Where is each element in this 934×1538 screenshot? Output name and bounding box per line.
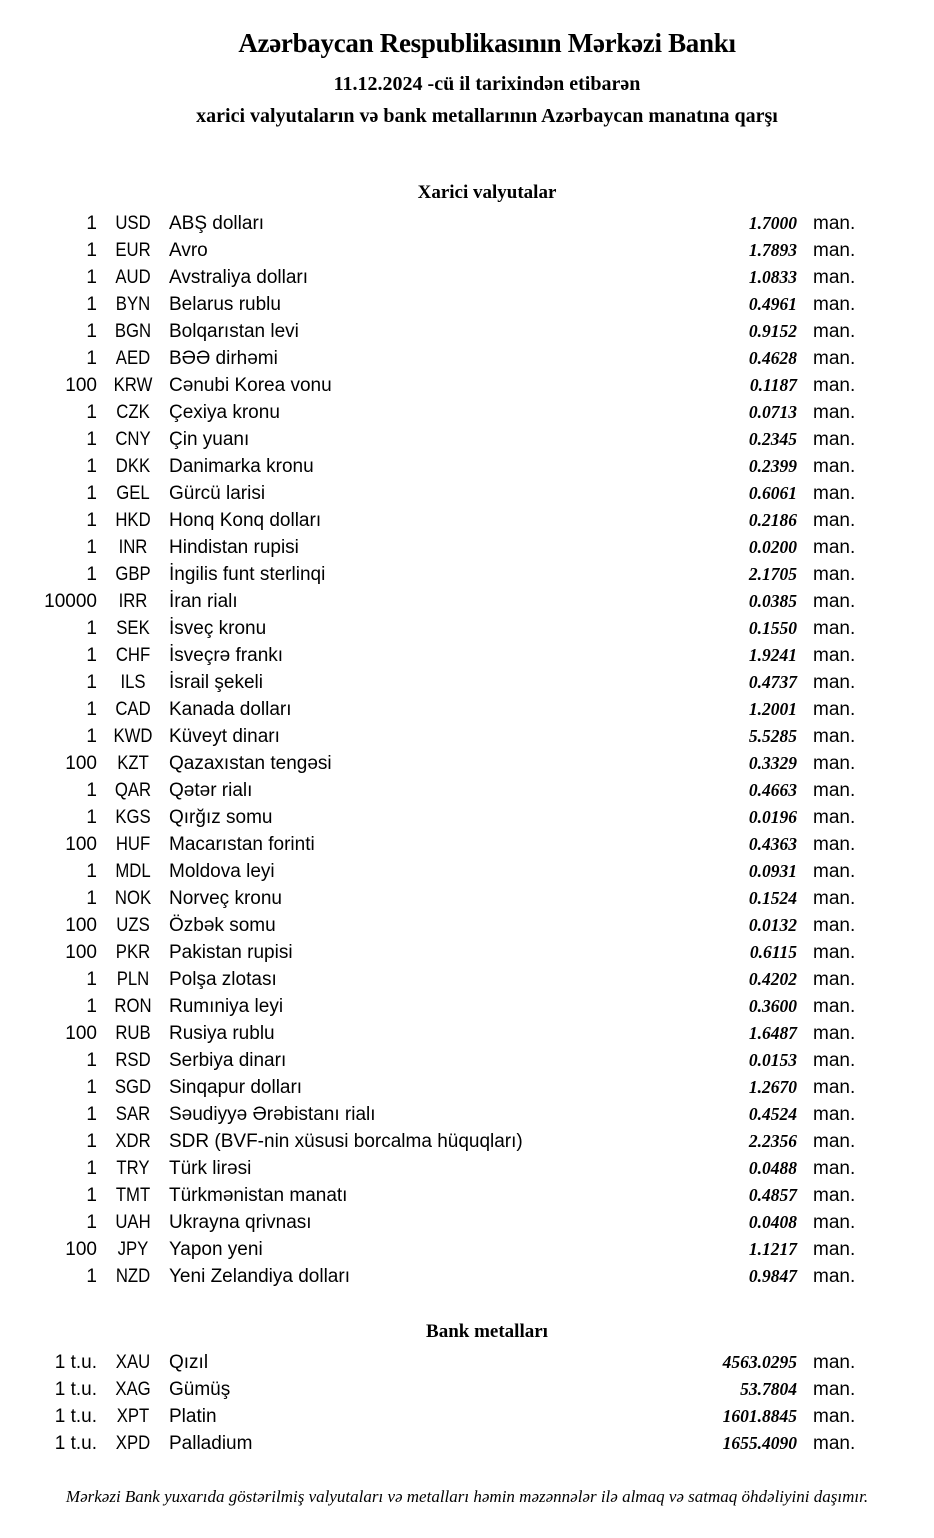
- row-rate-value: 2.2356: [748, 1130, 797, 1151]
- row-rate-value: 1.7000: [748, 212, 797, 233]
- row-currency-code: RUB: [115, 1022, 151, 1044]
- row-currency-code: GBP: [115, 563, 151, 585]
- rate-row: [0, 1349, 934, 1376]
- row-rate-value: 0.9847: [748, 1265, 797, 1286]
- row-quantity: 1: [86, 725, 97, 747]
- row-currency-code: HUF: [115, 833, 151, 855]
- row-currency-code: CNY: [115, 428, 151, 450]
- row-quantity: 1: [86, 1076, 97, 1098]
- currencies-section-title: Xarici valyutalar: [417, 182, 557, 203]
- row-unit-label: man.: [813, 1130, 856, 1152]
- row-rate-value: 1.6487: [748, 1022, 797, 1043]
- rate-row: [0, 669, 934, 696]
- row-unit-label: man.: [813, 320, 856, 342]
- row-rate-value: 0.4961: [748, 293, 797, 314]
- rate-row: [0, 1236, 934, 1263]
- row-rate-value: 4563.0295: [722, 1351, 797, 1372]
- row-unit-label: man.: [813, 1103, 856, 1125]
- row-unit-label: man.: [813, 482, 856, 504]
- rate-row: [0, 1020, 934, 1047]
- bulletin-footer: [0, 1487, 934, 1507]
- row-currency-code: JPY: [117, 1238, 149, 1260]
- row-unit-label: man.: [813, 644, 856, 666]
- row-quantity: 1: [86, 1103, 97, 1125]
- row-unit-label: man.: [813, 1378, 856, 1400]
- rate-row: [0, 318, 934, 345]
- rate-row: [0, 1155, 934, 1182]
- bulletin-header: [0, 30, 934, 127]
- row-quantity: 100: [65, 941, 97, 963]
- row-currency-name: İsveç kronu: [169, 617, 267, 639]
- row-quantity: 100: [65, 752, 97, 774]
- row-currency-name: Çin yuanı: [169, 428, 250, 450]
- row-unit-label: man.: [813, 725, 856, 747]
- row-rate-value: 0.4524: [748, 1103, 797, 1124]
- row-rate-value: 0.4628: [748, 347, 797, 368]
- row-rate-value: 0.1187: [749, 374, 797, 395]
- row-currency-code: SGD: [114, 1076, 152, 1098]
- row-rate-value: 5.5285: [748, 725, 797, 746]
- row-unit-label: man.: [813, 1022, 856, 1044]
- row-quantity: 1: [86, 482, 97, 504]
- rate-row: [0, 426, 934, 453]
- row-rate-value: 0.4202: [748, 968, 797, 989]
- row-rate-value: 0.2186: [748, 509, 797, 530]
- row-currency-name: Avstraliya dolları: [169, 266, 309, 288]
- row-currency-name: Gürcü larisi: [169, 482, 266, 504]
- rate-row: [0, 507, 934, 534]
- row-unit-label: man.: [813, 347, 856, 369]
- row-currency-name: Türk lirəsi: [169, 1157, 252, 1179]
- rate-row: [0, 912, 934, 939]
- row-rate-value: 0.0196: [748, 806, 797, 827]
- row-currency-code: UAH: [115, 1211, 151, 1233]
- row-quantity: 1: [86, 266, 97, 288]
- rate-row: [0, 264, 934, 291]
- row-quantity: 1: [86, 428, 97, 450]
- row-quantity: 1 t.u.: [54, 1405, 97, 1427]
- row-unit-label: man.: [813, 266, 856, 288]
- rate-row: [0, 1047, 934, 1074]
- row-unit-label: man.: [813, 671, 856, 693]
- row-currency-name: Polşa zlotası: [169, 968, 277, 990]
- row-currency-name: İran rialı: [169, 590, 238, 612]
- rate-row: [0, 534, 934, 561]
- row-currency-name: Cənubi Korea vonu: [169, 374, 332, 396]
- row-quantity: 1: [86, 320, 97, 342]
- row-unit-label: man.: [813, 1184, 856, 1206]
- row-rate-value: 0.0132: [748, 914, 797, 935]
- row-quantity: 1: [86, 1211, 97, 1233]
- row-quantity: 1: [86, 509, 97, 531]
- row-quantity: 1: [86, 617, 97, 639]
- rate-row: [0, 1128, 934, 1155]
- row-currency-name: Özbək somu: [169, 914, 276, 936]
- row-unit-label: man.: [813, 698, 856, 720]
- row-unit-label: man.: [813, 752, 856, 774]
- row-currency-code: XAU: [115, 1351, 151, 1373]
- rate-row: [0, 723, 934, 750]
- row-unit-label: man.: [813, 1076, 856, 1098]
- row-rate-value: 0.4857: [748, 1184, 797, 1205]
- row-rate-value: 2.1705: [748, 563, 797, 584]
- row-currency-name: Yeni Zelandiya dolları: [169, 1265, 350, 1287]
- row-quantity: 1: [86, 1157, 97, 1179]
- rate-row: [0, 804, 934, 831]
- row-rate-value: 0.9152: [748, 320, 797, 341]
- rate-row: [0, 993, 934, 1020]
- row-currency-name: Çexiya kronu: [169, 401, 280, 423]
- rate-row: [0, 561, 934, 588]
- row-rate-value: 1.9241: [748, 644, 797, 665]
- rate-row: [0, 399, 934, 426]
- row-currency-name: Sinqapur dolları: [169, 1076, 303, 1098]
- row-rate-value: 1.0833: [748, 266, 797, 287]
- foreign-currencies-section: [0, 183, 934, 1290]
- row-currency-code: BYN: [115, 293, 151, 315]
- row-rate-value: 1.1217: [748, 1238, 797, 1259]
- row-unit-label: man.: [813, 401, 856, 423]
- row-unit-label: man.: [813, 941, 856, 963]
- row-unit-label: man.: [813, 779, 856, 801]
- row-currency-code: SAR: [115, 1103, 151, 1125]
- row-unit-label: man.: [813, 1432, 856, 1454]
- row-quantity: 1: [86, 1130, 97, 1152]
- row-unit-label: man.: [813, 617, 856, 639]
- row-quantity: 1: [86, 563, 97, 585]
- row-unit-label: man.: [813, 1238, 856, 1260]
- row-quantity: 100: [65, 374, 97, 396]
- currencies-table: [0, 210, 934, 1290]
- row-currency-name: İngilis funt sterlinqi: [169, 563, 326, 585]
- row-currency-name: Palladium: [169, 1432, 253, 1454]
- row-unit-label: man.: [813, 860, 856, 882]
- row-currency-code: XPD: [115, 1432, 151, 1454]
- row-currency-name: Ukrayna qrivnası: [169, 1211, 312, 1233]
- row-currency-code: SEK: [116, 617, 150, 639]
- row-currency-name: Danimarka kronu: [169, 455, 314, 477]
- row-rate-value: 0.0408: [748, 1211, 797, 1232]
- row-currency-name: Küveyt dinarı: [169, 725, 280, 747]
- rate-row: [0, 696, 934, 723]
- row-quantity: 1: [86, 995, 97, 1017]
- row-currency-name: Yapon yeni: [169, 1238, 263, 1260]
- row-currency-name: Gümüş: [169, 1378, 231, 1400]
- effective-date: 11.12.2024 -cü il tarixindən etibarən: [333, 73, 641, 95]
- row-currency-name: Qazaxıstan tengəsi: [169, 752, 332, 774]
- row-quantity: 1: [86, 212, 97, 234]
- row-rate-value: 0.4663: [748, 779, 797, 800]
- row-quantity: 100: [65, 833, 97, 855]
- rate-row: [0, 642, 934, 669]
- row-currency-code: QAR: [114, 779, 152, 801]
- row-currency-code: RON: [114, 995, 152, 1017]
- row-unit-label: man.: [813, 887, 856, 909]
- rate-row: [0, 345, 934, 372]
- row-currency-code: PLN: [116, 968, 150, 990]
- row-currency-name: Norveç kronu: [169, 887, 282, 909]
- row-currency-code: KGS: [115, 806, 151, 828]
- row-quantity: 1: [86, 644, 97, 666]
- row-rate-value: 1.2670: [748, 1076, 797, 1097]
- rate-row: [0, 1101, 934, 1128]
- row-rate-value: 0.1550: [748, 617, 797, 638]
- rate-row: [0, 453, 934, 480]
- page-subtitle: xarici valyutaların və bank metallarının Azərbaycan manatına qarşı: [196, 105, 778, 127]
- row-unit-label: man.: [813, 1405, 856, 1427]
- row-currency-name: SDR (BVF-nin xüsusi borcalma hüquqları): [169, 1130, 523, 1152]
- row-quantity: 1 t.u.: [54, 1432, 97, 1454]
- row-quantity: 1: [86, 401, 97, 423]
- row-rate-value: 1655.4090: [722, 1432, 797, 1453]
- row-currency-name: İsveçrə frankı: [169, 644, 284, 666]
- row-unit-label: man.: [813, 995, 856, 1017]
- row-rate-value: 0.0153: [748, 1049, 797, 1070]
- row-unit-label: man.: [813, 806, 856, 828]
- row-currency-code: XDR: [115, 1130, 151, 1152]
- rate-row: [0, 885, 934, 912]
- row-rate-value: 1.7893: [748, 239, 797, 260]
- rate-row: [0, 1430, 934, 1457]
- row-unit-label: man.: [813, 968, 856, 990]
- row-quantity: 100: [65, 914, 97, 936]
- metals-table: [0, 1349, 934, 1457]
- rate-row: [0, 966, 934, 993]
- row-quantity: 10000: [44, 590, 97, 612]
- row-rate-value: 0.0200: [748, 536, 797, 557]
- rate-row: [0, 831, 934, 858]
- row-quantity: 1: [86, 1049, 97, 1071]
- row-unit-label: man.: [813, 1351, 856, 1373]
- row-rate-value: 1601.8845: [722, 1405, 797, 1426]
- row-quantity: 1: [86, 1184, 97, 1206]
- rate-row: [0, 939, 934, 966]
- row-rate-value: 0.0713: [748, 401, 797, 422]
- row-currency-name: İsrail şekeli: [169, 671, 263, 693]
- row-currency-name: Qırğız somu: [169, 806, 273, 828]
- row-currency-code: EUR: [115, 239, 151, 261]
- row-unit-label: man.: [813, 1265, 856, 1287]
- row-currency-code: KZT: [117, 752, 149, 774]
- row-unit-label: man.: [813, 509, 856, 531]
- row-currency-code: TRY: [116, 1157, 150, 1179]
- rate-row: [0, 1376, 934, 1403]
- row-rate-value: 53.7804: [740, 1378, 797, 1399]
- row-currency-code: TMT: [115, 1184, 151, 1206]
- rate-row: [0, 1074, 934, 1101]
- row-currency-code: ILS: [120, 671, 146, 693]
- row-currency-name: ABŞ dolları: [169, 212, 265, 234]
- rate-row: [0, 372, 934, 399]
- row-unit-label: man.: [813, 212, 856, 234]
- row-currency-code: AUD: [115, 266, 151, 288]
- row-quantity: 1: [86, 293, 97, 315]
- row-currency-name: Moldova leyi: [169, 860, 275, 882]
- rate-row: [0, 1209, 934, 1236]
- row-currency-code: INR: [118, 536, 148, 558]
- row-unit-label: man.: [813, 590, 856, 612]
- row-unit-label: man.: [813, 455, 856, 477]
- row-rate-value: 0.0488: [748, 1157, 797, 1178]
- metals-section-title: Bank metalları: [426, 1320, 548, 1342]
- rate-row: [0, 480, 934, 507]
- row-currency-name: Macarıstan forinti: [169, 833, 315, 855]
- rate-row: [0, 588, 934, 615]
- row-currency-name: Kanada dolları: [169, 698, 292, 720]
- row-currency-name: Qətər rialı: [169, 779, 253, 801]
- rate-row: [0, 615, 934, 642]
- row-unit-label: man.: [813, 833, 856, 855]
- row-currency-name: Qızıl: [169, 1351, 209, 1373]
- row-currency-name: Türkmənistan manatı: [169, 1184, 348, 1206]
- row-currency-code: NZD: [115, 1265, 151, 1287]
- row-quantity: 100: [65, 1022, 97, 1044]
- row-currency-code: BGN: [114, 320, 152, 342]
- row-rate-value: 0.6115: [749, 941, 797, 962]
- row-currency-name: Hindistan rupisi: [169, 536, 299, 558]
- row-quantity: 1: [86, 698, 97, 720]
- row-unit-label: man.: [813, 239, 856, 261]
- row-currency-name: Honq Konq dolları: [169, 509, 322, 531]
- row-quantity: 1: [86, 806, 97, 828]
- row-currency-code: XAG: [115, 1378, 151, 1400]
- row-currency-name: Səudiyyə Ərəbistanı rialı: [169, 1103, 376, 1125]
- row-unit-label: man.: [813, 374, 856, 396]
- rate-row: [0, 1263, 934, 1290]
- rate-row: [0, 750, 934, 777]
- row-unit-label: man.: [813, 1157, 856, 1179]
- row-currency-code: CZK: [116, 401, 150, 423]
- row-currency-name: Avro: [169, 239, 208, 261]
- bank-metals-section: [0, 1322, 934, 1457]
- row-unit-label: man.: [813, 914, 856, 936]
- rate-row: [0, 1403, 934, 1430]
- row-quantity: 1: [86, 1265, 97, 1287]
- row-quantity: 1: [86, 347, 97, 369]
- row-quantity: 1: [86, 779, 97, 801]
- row-quantity: 1: [86, 455, 97, 477]
- row-rate-value: 0.0385: [748, 590, 797, 611]
- row-currency-code: MDL: [115, 860, 151, 882]
- row-rate-value: 1.2001: [748, 698, 797, 719]
- row-quantity: 1: [86, 860, 97, 882]
- row-currency-name: Rumıniya leyi: [169, 995, 284, 1017]
- row-currency-name: BƏƏ dirhəmi: [169, 347, 278, 369]
- row-currency-code: CAD: [115, 698, 151, 720]
- row-rate-value: 0.3600: [748, 995, 797, 1016]
- row-rate-value: 0.4363: [748, 833, 797, 854]
- row-rate-value: 0.2345: [748, 428, 797, 449]
- row-unit-label: man.: [813, 428, 856, 450]
- row-currency-code: UZS: [116, 914, 150, 936]
- row-currency-name: Platin: [169, 1405, 217, 1427]
- row-currency-code: NOK: [114, 887, 152, 909]
- rate-row: [0, 291, 934, 318]
- rate-row: [0, 210, 934, 237]
- row-currency-code: HKD: [115, 509, 151, 531]
- row-quantity: 100: [65, 1238, 97, 1260]
- row-currency-code: XPT: [116, 1405, 150, 1427]
- row-currency-name: Belarus rublu: [169, 293, 281, 315]
- row-rate-value: 0.4737: [748, 671, 797, 692]
- rate-row: [0, 858, 934, 885]
- row-quantity: 1: [86, 887, 97, 909]
- row-rate-value: 0.1524: [748, 887, 797, 908]
- row-currency-code: PKR: [115, 941, 151, 963]
- rate-row: [0, 777, 934, 804]
- row-quantity: 1: [86, 536, 97, 558]
- row-unit-label: man.: [813, 536, 856, 558]
- row-currency-code: USD: [115, 212, 151, 234]
- row-quantity: 1: [86, 239, 97, 261]
- row-currency-code: CHF: [115, 644, 151, 666]
- row-rate-value: 0.3329: [748, 752, 797, 773]
- row-quantity: 1 t.u.: [54, 1351, 97, 1373]
- row-rate-value: 0.6061: [748, 482, 797, 503]
- row-quantity: 1: [86, 968, 97, 990]
- rate-row: [0, 1182, 934, 1209]
- row-unit-label: man.: [813, 563, 856, 585]
- row-currency-code: KRW: [113, 374, 153, 396]
- row-unit-label: man.: [813, 1049, 856, 1071]
- row-unit-label: man.: [813, 1211, 856, 1233]
- row-quantity: 1: [86, 671, 97, 693]
- disclaimer-note: Mərkəzi Bank yuxarıda göstərilmiş valyutaları və metalları həmin məzənnələr ilə almaq və satmaq öhdəliyini daşımır.: [65, 1486, 869, 1506]
- rate-row: [0, 237, 934, 264]
- row-currency-name: Serbiya dinarı: [169, 1049, 287, 1071]
- row-currency-name: Pakistan rupisi: [169, 941, 293, 963]
- row-currency-code: AED: [115, 347, 151, 369]
- page-title: Azərbaycan Respublikasının Mərkəzi Bankı: [238, 28, 736, 58]
- row-currency-code: RSD: [115, 1049, 151, 1071]
- row-currency-code: GEL: [116, 482, 150, 504]
- row-currency-code: IRR: [118, 590, 148, 612]
- row-currency-code: KWD: [113, 725, 153, 747]
- row-rate-value: 0.0931: [748, 860, 797, 881]
- row-currency-name: Rusiya rublu: [169, 1022, 275, 1044]
- row-unit-label: man.: [813, 293, 856, 315]
- row-rate-value: 0.2399: [748, 455, 797, 476]
- row-currency-code: DKK: [115, 455, 151, 477]
- row-quantity: 1 t.u.: [54, 1378, 97, 1400]
- row-currency-name: Bolqarıstan levi: [169, 320, 299, 342]
